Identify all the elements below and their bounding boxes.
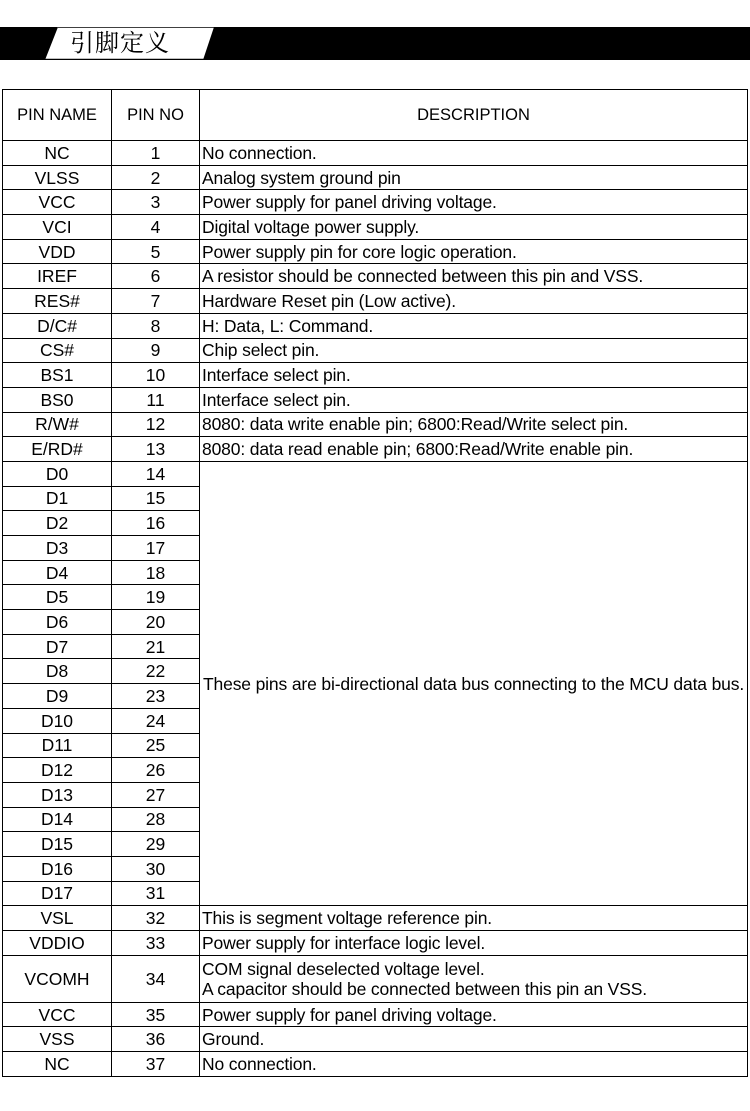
pin-no-cell: 36 <box>112 1027 200 1052</box>
table-row <box>3 931 748 956</box>
table-header-row <box>3 90 748 141</box>
pin-name-cell: E/RD# <box>3 437 112 462</box>
pin-no-cell: 31 <box>112 881 200 906</box>
pin-description-cell: H: Data, L: Command. <box>200 313 748 338</box>
pin-description-cell: Power supply pin for core logic operation. <box>200 239 748 264</box>
pin-description-cell: This is segment voltage reference pin. <box>200 906 748 931</box>
pin-name-cell: D3 <box>3 536 112 561</box>
table-row <box>3 363 748 388</box>
table-row <box>3 412 748 437</box>
pin-name-cell: D13 <box>3 782 112 807</box>
pin-no-cell: 2 <box>112 165 200 190</box>
pin-name-cell: D4 <box>3 560 112 585</box>
pin-no-cell: 15 <box>112 486 200 511</box>
pin-name-cell: BS1 <box>3 363 112 388</box>
pin-name-cell: NC <box>3 1052 112 1077</box>
pin-no-cell: 18 <box>112 560 200 585</box>
table-row <box>3 1002 748 1027</box>
pin-name-cell: D15 <box>3 832 112 857</box>
pin-name-cell: D14 <box>3 807 112 832</box>
pin-description-cell <box>200 955 748 1002</box>
pin-name-cell: D7 <box>3 634 112 659</box>
pin-name-cell: D17 <box>3 881 112 906</box>
section-header-bar <box>0 27 750 60</box>
table-row <box>3 215 748 240</box>
table-row <box>3 387 748 412</box>
pin-no-cell: 28 <box>112 807 200 832</box>
pin-no-cell: 19 <box>112 585 200 610</box>
table-row <box>3 461 748 486</box>
header-description: DESCRIPTION <box>200 90 748 141</box>
pin-no-cell: 21 <box>112 634 200 659</box>
pin-no-cell: 3 <box>112 190 200 215</box>
pin-name-cell: D11 <box>3 733 112 758</box>
pin-no-cell: 13 <box>112 437 200 462</box>
table-row <box>3 1052 748 1077</box>
pin-name-cell: D5 <box>3 585 112 610</box>
header-pin-name: PIN NAME <box>3 90 112 141</box>
pin-no-cell: 24 <box>112 708 200 733</box>
pin-description-cell: No connection. <box>200 1052 748 1077</box>
table-row <box>3 338 748 363</box>
pin-no-cell: 22 <box>112 659 200 684</box>
pin-no-cell: 10 <box>112 363 200 388</box>
table-row <box>3 165 748 190</box>
pin-no-cell: 35 <box>112 1002 200 1027</box>
table-row <box>3 239 748 264</box>
pin-description-cell: Hardware Reset pin (Low active). <box>200 289 748 314</box>
pin-no-cell: 25 <box>112 733 200 758</box>
pin-name-cell: NC <box>3 141 112 166</box>
description-line: A capacitor should be connected between this pin an VSS. <box>202 978 647 999</box>
pin-description-cell: Power supply for panel driving voltage. <box>200 190 748 215</box>
pin-name-cell: VCC <box>3 1002 112 1027</box>
pin-name-cell: VDDIO <box>3 931 112 956</box>
pin-no-cell: 12 <box>112 412 200 437</box>
pin-no-cell: 30 <box>112 856 200 881</box>
pin-name-cell: CS# <box>3 338 112 363</box>
pin-name-cell: IREF <box>3 264 112 289</box>
table-row <box>3 955 748 1002</box>
pin-name-cell: VCI <box>3 215 112 240</box>
table-row <box>3 906 748 931</box>
pin-name-cell: VSS <box>3 1027 112 1052</box>
pin-name-cell: VCOMH <box>3 955 112 1002</box>
pin-name-cell: VCC <box>3 190 112 215</box>
pin-description-cell: Power supply for panel driving voltage. <box>200 1002 748 1027</box>
pin-no-cell: 9 <box>112 338 200 363</box>
pin-name-cell: VLSS <box>3 165 112 190</box>
pin-definition-table <box>2 89 748 1077</box>
pin-name-cell: D8 <box>3 659 112 684</box>
header-pin-no: PIN NO <box>112 90 200 141</box>
pin-name-cell: D6 <box>3 610 112 635</box>
pin-description-cell: Chip select pin. <box>200 338 748 363</box>
pin-no-cell: 8 <box>112 313 200 338</box>
section-title: 引脚定义 <box>70 29 170 57</box>
pin-no-cell: 16 <box>112 511 200 536</box>
pin-name-cell: D1 <box>3 486 112 511</box>
pin-name-cell: D12 <box>3 758 112 783</box>
pin-description-cell: A resistor should be connected between this pin and VSS. <box>200 264 748 289</box>
pin-name-cell: D10 <box>3 708 112 733</box>
pin-name-cell: VDD <box>3 239 112 264</box>
pin-description-cell: Power supply for interface logic level. <box>200 931 748 956</box>
pin-no-cell: 20 <box>112 610 200 635</box>
pin-no-cell: 23 <box>112 684 200 709</box>
table-body <box>3 141 748 1077</box>
pin-description-cell: Digital voltage power supply. <box>200 215 748 240</box>
pin-description-cell: Interface select pin. <box>200 363 748 388</box>
pin-no-cell: 27 <box>112 782 200 807</box>
pin-no-cell: 1 <box>112 141 200 166</box>
table-row <box>3 264 748 289</box>
pin-description-cell: No connection. <box>200 141 748 166</box>
pin-no-cell: 17 <box>112 536 200 561</box>
pin-name-cell: D16 <box>3 856 112 881</box>
table-row <box>3 141 748 166</box>
table-row <box>3 313 748 338</box>
pin-name-cell: R/W# <box>3 412 112 437</box>
pin-name-cell: D/C# <box>3 313 112 338</box>
pin-description-cell: 8080: data read enable pin; 6800:Read/Write enable pin. <box>200 437 748 462</box>
table-row <box>3 437 748 462</box>
pin-no-cell: 33 <box>112 931 200 956</box>
pin-name-cell: RES# <box>3 289 112 314</box>
table-row <box>3 190 748 215</box>
pin-no-cell: 11 <box>112 387 200 412</box>
pin-no-cell: 26 <box>112 758 200 783</box>
pin-no-cell: 6 <box>112 264 200 289</box>
pin-no-cell: 4 <box>112 215 200 240</box>
pin-name-cell: BS0 <box>3 387 112 412</box>
pin-no-cell: 32 <box>112 906 200 931</box>
pin-description-cell: Interface select pin. <box>200 387 748 412</box>
pin-no-cell: 7 <box>112 289 200 314</box>
pin-name-cell: D9 <box>3 684 112 709</box>
data-bus-description-cell: These pins are bi-directional data bus connecting to the MCU data bus. <box>200 461 748 905</box>
pin-description-cell: Ground. <box>200 1027 748 1052</box>
pin-no-cell: 5 <box>112 239 200 264</box>
pin-no-cell: 34 <box>112 955 200 1002</box>
pin-description-cell: 8080: data write enable pin; 6800:Read/Write select pin. <box>200 412 748 437</box>
table-row <box>3 289 748 314</box>
table-row <box>3 1027 748 1052</box>
description-line: COM signal deselected voltage level. <box>202 958 485 979</box>
pin-name-cell: D2 <box>3 511 112 536</box>
pin-no-cell: 14 <box>112 461 200 486</box>
pin-no-cell: 37 <box>112 1052 200 1077</box>
pin-description-cell: Analog system ground pin <box>200 165 748 190</box>
pin-name-cell: D0 <box>3 461 112 486</box>
pin-name-cell: VSL <box>3 906 112 931</box>
pin-no-cell: 29 <box>112 832 200 857</box>
